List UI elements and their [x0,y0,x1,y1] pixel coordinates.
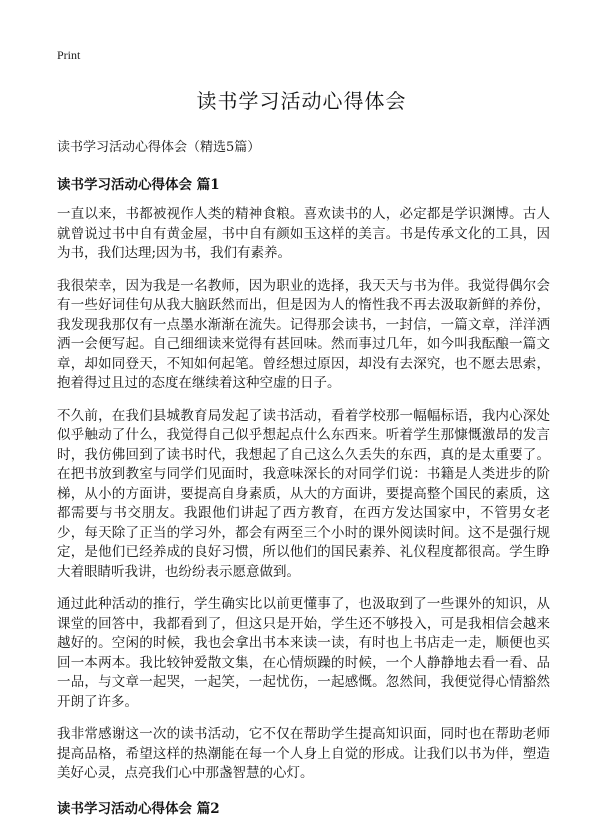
article-section-2 [57,797,550,817]
section-heading: 读书学习活动心得体会 篇1 [57,177,220,193]
print-link[interactable]: Print [57,48,81,62]
section-heading: 读书学习活动心得体会 篇2 [57,800,220,817]
document-title: 读书学习活动心得体会 [196,89,407,113]
paragraph: 不久前，在我们县城教育局发起了读书活动，看着学校那一幅幅标语，我内心深处似乎触动了什么，我觉得自己似乎想起点什么东西来。听着学生那慷慨激昂的发言时，我仿佛回到了读书时代，我想起了自己这么久丢失的东西，真的是太重要了。在把书放到教室与同学们见面时，我意味深长的对同学们说：书籍是人类进步的阶梯，从小的方面讲，要提高自身素质，从大的方面讲，要提高整个国民的素质，这都需要与书交朋友。我跟他们讲起了西方教育，在西方发达国家中，不管男女老少，每天除了正当的学习外，都会有两至三个小时的课外阅读时间。这不是强行规定，是他们已经养成的良好习惯，所以他们的国民素养、礼仪程度都很高。学生睁大着眼睛听我讲，也纷纷表示愿意做到。 [57,407,550,580]
paragraph: 我非常感谢这一次的读书活动，它不仅在帮助学生提高知识面，同时也在帮助老师提高品格，希望这样的热潮能在每一个人身上自觉的形成。让我们以书为伴，塑造美好心灵，点亮我们心中那盏智慧的心灯。 [57,726,550,781]
paragraph: 通过此种活动的推行，学生确实比以前更懂事了，也汲取到了一些课外的知识，从课堂的回答中，我都看到了，但这只是开始，学生还不够投入，可是我相信会越来越好的。空闲的时候，我也会拿出书本来读一读，有时也上书店走一走，顺便也买回一本两本。我比较钟爱散文集，在心情烦躁的时候，一个人静静地去看一看、品一品，与文章一起哭，一起笑，一起忧伤，一起感慨。忽然间，我便觉得心情豁然开朗了许多。 [57,596,550,710]
paragraph: 一直以来，书都被视作人类的精神食粮。喜欢读书的人，必定都是学识渊博。古人就曾说过书中自有黄金屋，书中自有颜如玉这样的美言。书是传承文化的工具，因为书，我们达理;因为书，我们有素养。 [57,206,550,261]
paragraph: 我很荣幸，因为我是一名教师，因为职业的选择，我天天与书为伴。我觉得偶尔会有一些好词佳句从我大脑跃然而出，但是因为人的惰性我不再去汲取新鲜的养份，我发现我那仅有一点墨水渐渐在流失。记得那会读书，一封信，一篇文章，洋洋洒洒一会便写起。自己细细读来觉得有甚回味。然而事过几年，如今叫我酝酿一篇文章，却如同登天，不知如何起笔。曾经想过原因，却没有去深究，也不愿去思索，抱着得过且过的态度在继续着这种空虚的日子。 [57,277,550,391]
article-section-1 [57,173,550,784]
document-subtitle: 读书学习活动心得体会（精选5篇） [57,140,261,155]
